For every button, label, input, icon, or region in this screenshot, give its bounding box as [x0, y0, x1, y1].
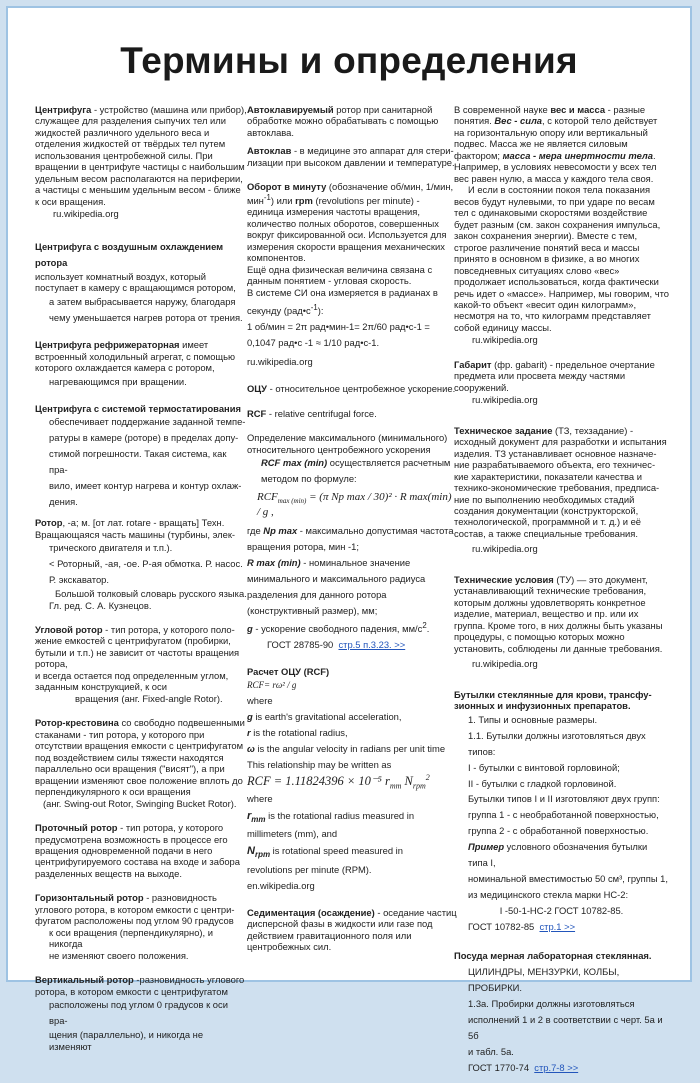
definition-text: - в медицине это аппарат для стери-лизации при высоком давлении и температуре.: [247, 145, 455, 168]
superscript: -1: [310, 303, 318, 313]
term: Вес - сила: [494, 115, 543, 127]
definition-text: where: [247, 694, 273, 706]
term: Вертикальный ротор: [35, 974, 134, 986]
definition-text: < Роторный, -ая, -ое. Р-ая обмотка. Р. насос.: [49, 558, 243, 570]
definition-text: стимой погрешности. Такая система, как пра-: [49, 448, 227, 476]
term: Автоклав: [247, 145, 292, 157]
source: ru.wikipedia.org: [472, 658, 538, 670]
term: Np max: [263, 525, 298, 537]
definition-refrigerated: [35, 339, 247, 389]
term: Центрифуга рефрижераторная: [35, 339, 180, 351]
definition-text: а затем выбрасывается наружу, благодаря: [49, 296, 236, 308]
source: Большой толковый словарь русского языка.: [55, 588, 247, 600]
definition-tech-task: Техническое задание (ТЗ, техзадание) - исходный документ для разработки и испытания изделия. ТЗ устанавливает основное назначе-ние разрабатываемого объекта, его техничес-кие характеристики, показатели качества и технико-экономические требования, предписа-ние по выполнению необходимых стадий создания документации (конструкторской, технологической, программной и т. д.) и её состав, а также специальные требования. ru.wikipedia.org: [454, 425, 669, 555]
equation: 1 об/мин = 2π рад•мин-1= 2π/60 рад•с-1 =: [247, 321, 430, 333]
definition-vertical-rotor: [35, 974, 247, 1052]
gost-link[interactable]: стр.5 п.3.23. >>: [338, 639, 406, 651]
definition-text: - ускорение свободного падения, мм/с: [252, 623, 423, 635]
definition-thermostat: [35, 403, 247, 511]
definition-text: -разновидность углового ротора, в котором емкости с центрифугатом: [35, 974, 245, 997]
gost-ref: ГОСТ 1770-74: [468, 1062, 530, 1074]
definition-autoclavable: [247, 104, 457, 138]
term: rpm: [295, 194, 313, 206]
page-title: Термины и определения: [120, 40, 578, 81]
column-3: [454, 104, 669, 1083]
definition-text: осуществляется расчетным методом по формуле:: [261, 457, 451, 485]
gost-ref: ГОСТ 28785-90: [267, 639, 334, 651]
gost-ref: ГОСТ 10782-85: [468, 921, 535, 933]
definition-horizontal-rotor: [35, 892, 247, 961]
definition-text: ):: [317, 305, 324, 317]
definition-text: обеспечивает поддержание заданной темпе-: [49, 416, 246, 428]
definition-text: имеет встроенный холодильный агрегат, с помощью которого охлаждается камера с ротором,: [35, 339, 236, 374]
definition-text: Ещё одна физическая величина связана с данным понятием - угловая скорость.: [247, 263, 433, 287]
definition-text: вило, имеет контур нагрева и контур охлаж-: [49, 480, 242, 492]
term: Горизонтальный ротор: [35, 892, 144, 904]
source: ru.wikipedia.org: [472, 543, 538, 555]
definition-text: к оси вращения (перпендикулярно), и никогда: [49, 926, 213, 950]
definition-sedimentation: [247, 907, 457, 953]
term: Центрифуга с воздушным охлаждением ротора: [35, 240, 224, 268]
definition-swing-rotor: [35, 717, 247, 809]
gost-link[interactable]: стр.1 >>: [539, 921, 576, 933]
definition-gabarit: Габарит (фр. gabarit) - предельное очертание предмета или просвета между частями сооружений. ru.wikipedia.org: [454, 359, 669, 406]
term: Угловой ротор: [35, 624, 103, 635]
term: Ротор-крестовина: [35, 717, 119, 729]
term: Посуда мерная лабораторная стеклянная.: [454, 950, 652, 962]
definition-text: секунду (рад•с: [247, 305, 311, 317]
definition-centrifuge: [35, 104, 247, 220]
rcf-formula-rpm: RCF = 1.11824396 × 10⁻⁵ $r_{mm}$ $N_{rpm}^2$: [247, 772, 430, 791]
term: R max (min): [247, 557, 301, 569]
term: Техническое задание: [454, 424, 553, 436]
rcf-formula: $RCF_{max (min)} = (\pi$ Np max / 30)² · R max(min) / g ,: [257, 491, 452, 518]
term: g: [247, 623, 253, 635]
definition-text: вращения (анг. Fixed-angle Rotor).: [75, 692, 223, 704]
definition-rotor: [35, 517, 247, 611]
source: ru.wikipedia.org: [247, 356, 313, 368]
definition-rpm: [247, 181, 457, 370]
definition-text: где: [247, 525, 264, 537]
definition-text: нагревающимся при вращении.: [49, 375, 187, 387]
definition-rcf-calc: Расчет ОЦУ (RCF) RCF= rω² / g where g is earth's gravitational acceleration, r is the rotational radius, ω is the angular velocity in radians per unit time This relationship may be written as RCF = 1.11824396 × 10⁻⁵ $r_{mm}$ $N_{rpm}^2$ where $r_{mm}$ is the rotational radius measured in millimeters (mm), and $N_{rpm}$ is rotational speed measured in revolutions per minute (RPM). en.wikipedia.org: [247, 666, 457, 894]
definition-text: ротор при санитарной обработке можно обрабатывать с помощью автоклава.: [247, 104, 439, 138]
definition-text: трического двигателя и т.п.).: [49, 542, 173, 554]
term: RCF max (min): [261, 457, 328, 469]
definition-flow-rotor: [35, 822, 247, 879]
definition-text: использует комнатный воздух, который поступает в камеру с вращающимся ротором,: [35, 270, 236, 294]
definition-text: - оседание частиц дисперсной фазы в жидкости или газе под действием гравитационного поля или центробежных сил.: [247, 906, 457, 953]
term: Оборот в минуту: [247, 181, 327, 193]
definition-text: - relative centrifugal force.: [266, 407, 377, 419]
term: Седиментация (осаждение): [247, 906, 375, 918]
definition-text: - максимально допустимая частота вращения ротора, мин -1;: [247, 525, 454, 553]
term: Ротор: [35, 517, 63, 529]
definition-text: со свободно подвешенными стаканами - тип ротора, у которого при отсутствии вращения емкости с центрифугатом под воздействием силы тяжести находятся параллельно оси вращения ("висят"), а при вращении изменяют свое положение вплоть до перпендикулярного к оси вращения: [35, 717, 245, 798]
term: Расчет ОЦУ (RCF): [247, 666, 330, 678]
definition-rcf-en: [247, 408, 457, 419]
term: вес и масса: [550, 104, 606, 115]
definition-bottles: Бутылки стеклянные для крови, трансфу-зионных и инфузионных препаратов. 1. Типы и основные размеры. 1.1. Бутылки должны изготовляться двух типов: I - бутылки с винтовой горловиной; II - бутылки с гладкой горловиной. Бутылки типов I и II изготовляют двух групп: группа 1 - с необработанной поверхностью, группа 2 - с обработанной поверхностью. Пример условного обозначения бутылки типа I, номинальной вместимостью 50 см³, группы 1, из медицинского стекла марки НС-2: I -50-1-НС-2 ГОСТ 10782-85. ГОСТ 10782-85 стр.1 >>: [454, 688, 668, 933]
definition-tech-conditions: Технические условия (ТУ) — это документ, устанавливающий технические требования, которым должны удовлетворять конкретное изделие, материал, вещество и пр. или их группа. Кроме того, в них должны быть указаны процедуры, с помощью которых можно установить, соблюдены ли данные требования. ru.wikipedia.org: [454, 574, 669, 670]
superscript: -1: [263, 192, 271, 202]
definition-text: ратуры в камере (роторе) в пределах допу-: [49, 432, 239, 444]
term: RCF: [247, 407, 267, 419]
definition-text: (анг. Swing-out Rotor, Swinging Bucket Rotor).: [43, 797, 237, 809]
definition-angle-rotor: [35, 624, 247, 704]
definition-rcf-method: Определение максимального (минимального) относительного центробежного ускорения RCF max (min) осуществляется расчетным методом по формуле: $RCF_{max (min)} = (\pi$ Np max / 30)² · R max(min) / g , где Np max - максимально допустимая частота вращения ротора, мин -1; R max (min) - номинальное значение минимального и максимального радиуса разделения для данного ротора (конструктивный размер), мм; g - ускорение свободного падения, $мм/с^2$. ГОСТ 28785-90 стр.5 п.3.23. >>: [247, 432, 457, 653]
term: Автоклавируемый: [247, 104, 334, 115]
definition-text: (обозначение об/мин, 1/мин, мин: [247, 181, 454, 206]
definition-rcf-ru: [247, 383, 457, 394]
column-1: [35, 104, 247, 1059]
definition-text: - устройство (машина или прибор), служащее для разделения сыпучих тел или жидкостей различного удельного веса и отделения жидкостей от твёрдых тел путем использования центробежной силы. При вращении в центрифуге частицы с наибольшим удельным весом располагаются на периферии, а частицы с меньшим удельным весом - ближе к оси вращения.: [35, 104, 247, 207]
definition-text: и всегда остается под определенным углом, заданным конструкцией, к оси: [35, 669, 229, 693]
term: Проточный ротор: [35, 822, 118, 834]
definition-text: , -а; м. [от лат. rotare - вращать] Техн. Вращающаяся часть машины (турбины, элек-: [35, 517, 236, 540]
term: Центрифуга с системой термостатирования: [35, 402, 241, 414]
term: Центрифуга: [35, 104, 92, 115]
term: Бутылки стеклянные для крови, трансфу-зионных и инфузионных препаратов.: [454, 688, 652, 712]
source: ru.wikipedia.org: [472, 394, 538, 406]
document-page: [6, 6, 692, 1074]
definition-text: не изменяют своего положения.: [49, 949, 189, 961]
definition-text: - относительное центробежное ускорение.: [266, 383, 456, 395]
definition-air-cooled: [35, 239, 247, 326]
definition-lab-glassware: Посуда мерная лабораторная стеклянная. ЦИЛИНДРЫ, МЕНЗУРКИ, КОЛБЫ, ПРОБИРКИ. 1.3а. Пробирки должны изготовляться исполнений 1 и 2 в соответствии с черт. 5а и 5б и табл. 5а. ГОСТ 1770-74 стр.7-8 >>: [454, 948, 669, 1076]
source: ru.wikipedia.org: [53, 208, 119, 220]
definition-text: дения.: [49, 496, 78, 508]
definition-text: ) или: [270, 194, 296, 206]
definition-autoclave: [247, 145, 457, 168]
definition-text: В системе СИ она измеряется в радианах в: [247, 286, 438, 298]
rcf-formula-small: RCF= rω² / g: [247, 679, 297, 690]
definition-text: Р. экскаватор.: [49, 574, 109, 586]
source: ru.wikipedia.org: [472, 334, 538, 346]
equation: 0,1047 рад•с -1 ≈ 1/10 рад•с-1.: [247, 337, 380, 349]
term: ОЦУ: [247, 383, 267, 395]
source: Гл. ред. С. А. Кузнецов.: [49, 599, 152, 611]
definition-weight-mass: В современной науке вес и масса - разные понятия. Вес - сила, с которой тело действует на горизонтальную опору или вертикальный подвес. Масса же не является силовым фактором; масса - мера инертности тела. Например, в условиях невесомости у всех тел вес равен нулю, а масса у каждого тела своя. И если в состоянии покоя тела показания весов будут нулевыми, то при ударе по весам тел с одинаковыми скоростями воздействие будет разным (см. закон сохранения импульса, закон сохранения энергии). Вместе с тем, строгое различение понятий веса и массы принято в основном в физике, а во многих повседневных ситуациях слово «вес» продолжает использоваться, когда фактически речь идет о «массе». Например, мы говорим, что какой-то объект «весит один килограмм», несмотря на то, что килограмм представляет собой единицу массы. ru.wikipedia.org: [454, 104, 669, 346]
source: en.wikipedia.org: [247, 879, 315, 891]
definition-text: щения (параллельно), и никогда не изменяют: [49, 1029, 204, 1052]
term: масса - мера инертности тела: [502, 149, 653, 161]
definition-text: - тип ротора, у которого поло-жение емкостей с центрифугатом (пробирки, бутыли и т.п.) не зависит от частоты вращения ротора,: [35, 624, 240, 670]
definition-text: - тип ротора, у которого предусмотрена возможность в процессе его вращения одновременной подачи в него центрифугируемого состава на входе и забора разделенных веществ на выходе.: [35, 822, 240, 879]
term: Габарит: [454, 358, 492, 370]
term: Технические условия: [454, 573, 554, 585]
definition-text: чему уменьшается нагрев ротора от трения.: [49, 312, 243, 324]
definition-text: Определение максимального (минимального) относительного центробежного ускорения: [247, 432, 448, 455]
definition-text: расположены под углом 0 градусов к оси вра-: [49, 999, 228, 1027]
definition-text: (revolutions per minute) - единица измерения частоты вращения, количество полных оборотов, совершенных вокруг фиксированной оси. Используется для измерения скорости вращения механических компонентов.: [247, 194, 447, 264]
gost-link[interactable]: стр.7-8 >>: [534, 1062, 579, 1074]
definition-text: - номинальное значение минимального и максимального радиуса разделения для данного ротора (конструктивный размер), мм;: [247, 557, 426, 617]
definition-text: - разновидность углового ротора, в котором емкости с центри-фугатом расположены под углом 90 градусов: [35, 892, 235, 927]
column-2: [247, 104, 457, 960]
